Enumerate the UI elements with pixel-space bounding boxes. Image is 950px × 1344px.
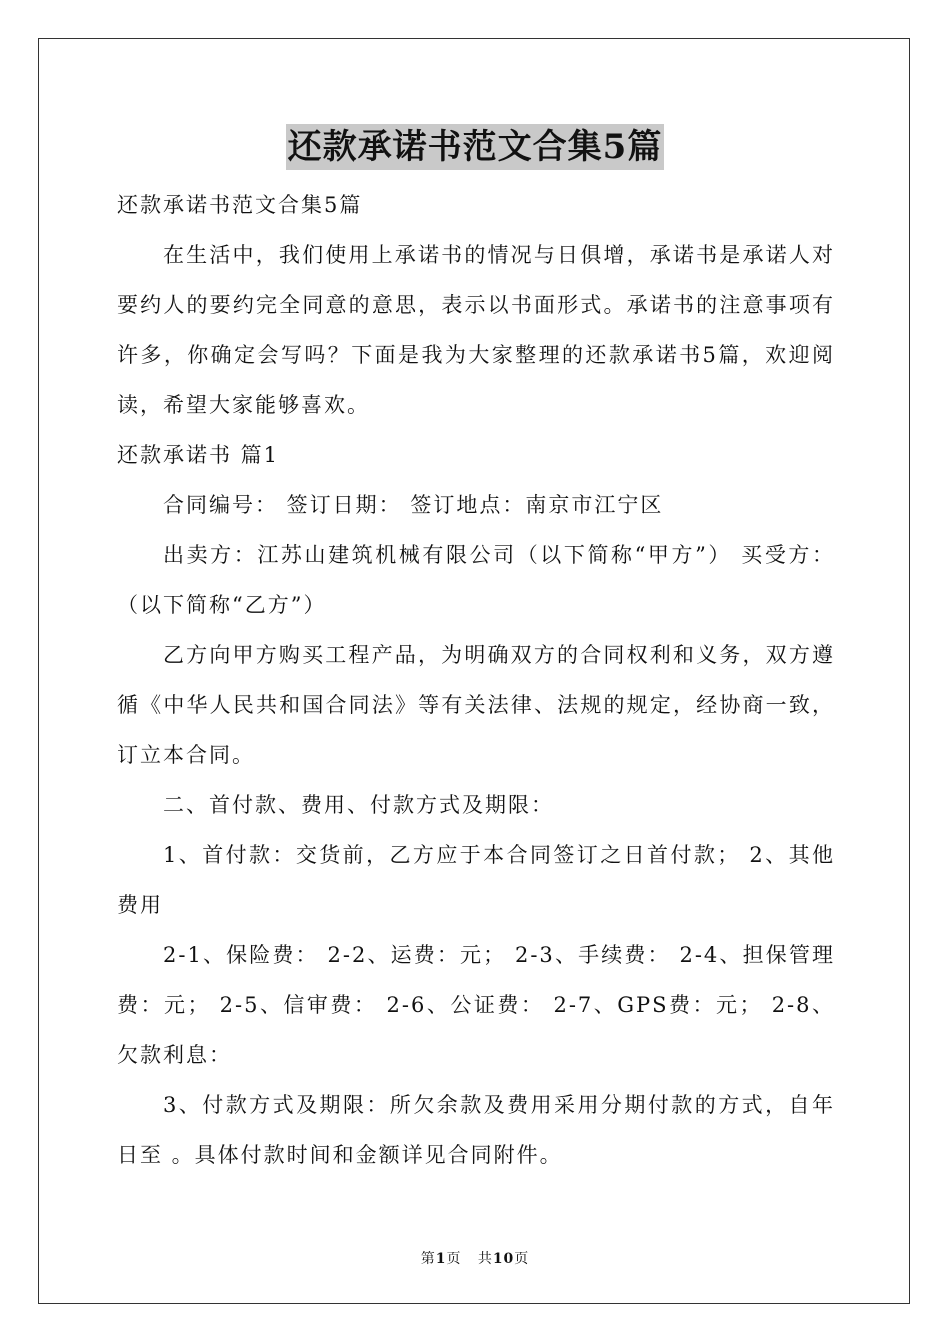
paragraph-parties: 出卖方：江苏山建筑机械有限公司（以下简称“甲方”） 买受方： （以下简称“乙方”）: [117, 543, 835, 617]
paragraph-clause-heading: 二、首付款、费用、付款方式及期限：: [163, 793, 554, 817]
page-suffix: 页: [446, 1251, 462, 1267]
paragraph-fees: 2-1、保险费： 2-2、运费：元； 2-3、手续费： 2-4、担保管理费：元； 2-5、信审费： 2-6、公证费： 2-7、GPS费：元； 2-8、欠款利息：: [117, 943, 835, 1067]
page-prefix: 第: [420, 1251, 436, 1267]
paragraph-payment-terms: 3、付款方式及期限：所欠余款及费用采用分期付款的方式，自年日至 。具体付款时间和金额详见合同附件。: [117, 1093, 835, 1167]
paragraph-intro: 在生活中，我们使用上承诺书的情况与日俱增，承诺书是承诺人对要约人的要约完全同意的意思，表示以书面形式。承诺书的注意事项有许多，你确定会写吗？下面是我为大家整理的还款承诺书5篇，欢迎阅读，希望大家能够喜欢。: [117, 243, 835, 417]
total-pages: 10: [492, 1251, 515, 1267]
total-prefix: 共: [477, 1251, 493, 1267]
total-suffix: 页: [514, 1251, 530, 1267]
document-title: 还款承诺书范文合集5篇: [286, 124, 665, 170]
document-body: [117, 180, 835, 1180]
paragraph-purpose: 乙方向甲方购买工程产品，为明确双方的合同权利和义务，双方遵循《中华人民共和国合同法》等有关法律、法规的规定，经协商一致，订立本合同。: [117, 643, 835, 767]
document-subtitle: 还款承诺书范文合集5篇: [117, 193, 363, 217]
title-container: [0, 124, 950, 170]
paragraph-contract-info: 合同编号： 签订日期： 签订地点：南京市江宁区: [163, 493, 664, 517]
page-footer: [0, 1248, 950, 1268]
page-number: 1: [435, 1251, 447, 1267]
section-heading: 还款承诺书 篇1: [117, 443, 280, 467]
paragraph-down-payment: 1、首付款：交货前，乙方应于本合同签订之日首付款； 2、其他费用: [117, 843, 835, 917]
